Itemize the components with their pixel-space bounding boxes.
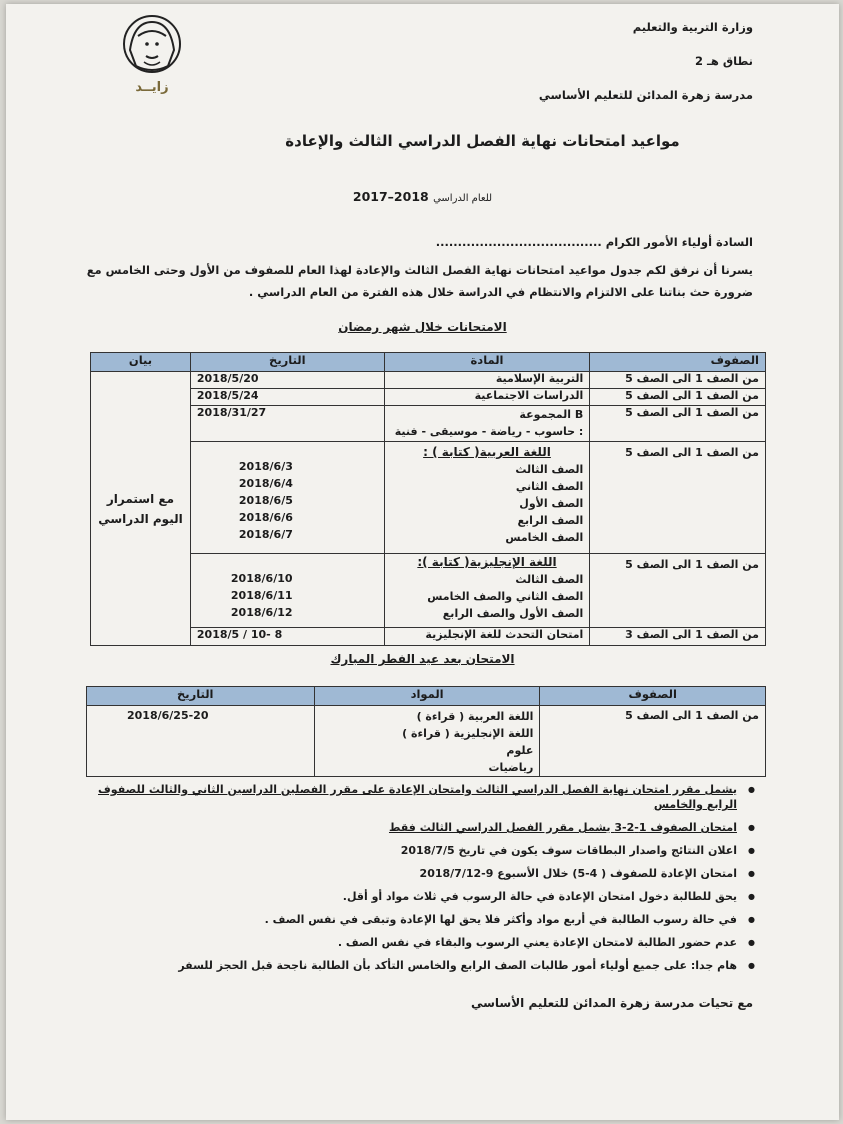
date-item: 2018/6/4: [238, 477, 293, 490]
list-item: ● اعلان النتائج واصدار البطاقات سوف يكون في تاريخ 2018/7/5: [76, 843, 751, 858]
table-header-row: [87, 687, 766, 706]
list-item: اللغة الإنجليزية ( قراءة ): [402, 727, 534, 740]
zone-label: نطاق هـ 2: [694, 54, 753, 68]
table-row: [91, 389, 766, 406]
subject-cell: [384, 442, 590, 554]
section-after-eid-title: الامتحان بعد عيد الفطر المبارك: [330, 652, 515, 666]
list-item: رياضيات: [488, 761, 534, 774]
date-item: 2018/6/12: [230, 606, 293, 619]
list-item: ● في حالة رسوب الطالبة في أربع مواد وأكثر فلا يحق لها الإعادة وتبقى في نفس الصف .: [76, 912, 751, 927]
arabic-writing-heading: اللغة العربية( كتابة ) :: [423, 445, 551, 459]
table-row: [91, 554, 766, 628]
list-item: اللغة العربية ( قراءة ): [416, 710, 534, 723]
date-item: 2018/6/5: [238, 494, 293, 507]
ministry-name: وزارة التربية والتعليم: [632, 20, 753, 34]
date-item: 2018/6/10: [230, 572, 293, 585]
group-label: B المجموعة: [519, 408, 584, 421]
col-date-header: التاريخ: [190, 353, 384, 372]
date-item: 2018/6/11: [230, 589, 293, 602]
list-item: ● امتحان الإعادة للصفوف ( 4-5) خلال الأسبوع 9-2018/7/12: [76, 866, 751, 881]
note-cell: مع استمرار اليوم الدراسي: [91, 372, 191, 646]
table-row: [91, 628, 766, 646]
list-item: الصف الرابع: [517, 514, 584, 527]
col-note-header: بيان: [91, 353, 191, 372]
document-title: مواعيد امتحانات نهاية الفصل الدراسي الثالث والإعادة: [285, 132, 680, 150]
grades-cell: من الصف 1 الى الصف 5: [590, 442, 766, 554]
grades-cell: من الصف 1 الى الصف 5: [540, 706, 766, 777]
year-value: 2017–2018: [352, 189, 429, 204]
date-cell: [190, 554, 384, 628]
subject-cell: التربية الإسلامية: [384, 372, 590, 389]
subject-cell: [384, 406, 590, 442]
table-row: [91, 442, 766, 554]
col-grades-header: الصفوف: [540, 687, 766, 706]
logo-wordmark: زايــد: [135, 80, 169, 95]
year-label: للعام الدراسي: [433, 193, 493, 204]
notes-list: [76, 782, 751, 981]
list-item: الصف الثاني والصف الخامس: [427, 590, 584, 603]
grades-cell: من الصف 1 الى الصف 5: [590, 372, 766, 389]
after-eid-exams-table: [86, 686, 766, 777]
list-item: ● يشمل مقرر امتحان نهاية الفصل الدراسي الثالث وامتحان الإعادة على مقرر الفصلين الدراسين الثاني والثالث للصفوف الرابع والخامس: [76, 782, 751, 812]
closing-signature: مع تحيات مدرسة زهرة المدائن للتعليم الأساسي: [470, 996, 753, 1010]
subjects-cell: [314, 706, 540, 777]
date-cell: 2018/31/27: [190, 406, 384, 442]
grades-cell: من الصف 1 الى الصف 5: [590, 554, 766, 628]
date-item: 2018/6/3: [238, 460, 293, 473]
section-ramadan-title: الامتحانات خلال شهر رمضان: [338, 320, 507, 334]
date-item: 2018/6/6: [238, 511, 293, 524]
subject-cell: امتحان التحدث للغة الإنجليزية: [384, 628, 590, 646]
date-cell: 2018/5/20: [190, 372, 384, 389]
intro-paragraph: يسرنا أن نرفق لكم جدول مواعيد امتحانات نهاية الفصل الثالث والإعادة لهذا العام للصفوف من الأول وحتى الخامس مع ضرورة حث بناتنا على الالتزام والانتظام في الدراسة خلال هذه الفترة من العام الدراسي .: [86, 263, 753, 299]
date-cell: 2018/5 / 10- 8: [190, 628, 384, 646]
list-item: الصف الأول: [519, 497, 584, 510]
list-item: ● امتحان الصفوف 1-2-3 يشمل مقرر الفصل الدراسي الثالث فقط: [76, 820, 751, 835]
date-item: 2018/6/7: [238, 528, 293, 541]
date-cell: 2018/5/24: [190, 389, 384, 406]
salutation: السادة أولياء الأمور الكرام ......................................: [435, 235, 753, 249]
portrait-emblem-icon: [116, 14, 188, 76]
zayed-logo: [116, 14, 188, 95]
table-header-row: [91, 353, 766, 372]
english-writing-heading: اللغة الإنجليزية( كتابة ):: [417, 555, 557, 569]
school-name: مدرسة زهرة المدائن للتعليم الأساسي: [538, 88, 753, 102]
list-item: الصف الخامس: [505, 531, 584, 544]
grades-cell: من الصف 1 الى الصف 3: [590, 628, 766, 646]
date-cell: 2018/6/25-20: [87, 706, 315, 777]
subject-cell: الدراسات الاجتماعية: [384, 389, 590, 406]
list-item: ● يحق للطالبة دخول امتحان الإعادة في حالة الرسوب في ثلاث مواد أو أقل.: [76, 889, 751, 904]
academic-year: [6, 189, 839, 204]
subject-cell: [384, 554, 590, 628]
table-row: [87, 706, 766, 777]
col-grades-header: الصفوف: [590, 353, 766, 372]
grades-cell: من الصف 1 الى الصف 5: [590, 389, 766, 406]
list-item: علوم: [506, 744, 534, 757]
list-item: الصف الثالث: [515, 573, 584, 586]
table-row: [91, 406, 766, 442]
table-row: [91, 372, 766, 389]
list-item: الصف الثاني: [515, 480, 584, 493]
document-page: [6, 4, 839, 1120]
list-item: ● عدم حضور الطالبة لامتحان الإعادة يعني الرسوب والبقاء في نفس الصف .: [76, 935, 751, 950]
list-item: ● هام جدا: على جميع أولياء أمور طالبات الصف الرابع والخامس التأكد بأن الطالبة ناجحة قبل الحجز للسفر: [76, 958, 751, 973]
list-item: الصف الأول والصف الرابع: [442, 607, 584, 620]
date-cell: [190, 442, 384, 554]
col-subjects-header: المواد: [314, 687, 540, 706]
grades-cell: من الصف 1 الى الصف 5: [590, 406, 766, 442]
ramadan-exams-table: [90, 352, 766, 646]
group-subjects: : حاسوب - رياضة - موسيقى - فنية: [394, 425, 584, 438]
list-item: الصف الثالث: [515, 463, 584, 476]
col-subject-header: المادة: [384, 353, 590, 372]
col-date-header: التاريخ: [87, 687, 315, 706]
